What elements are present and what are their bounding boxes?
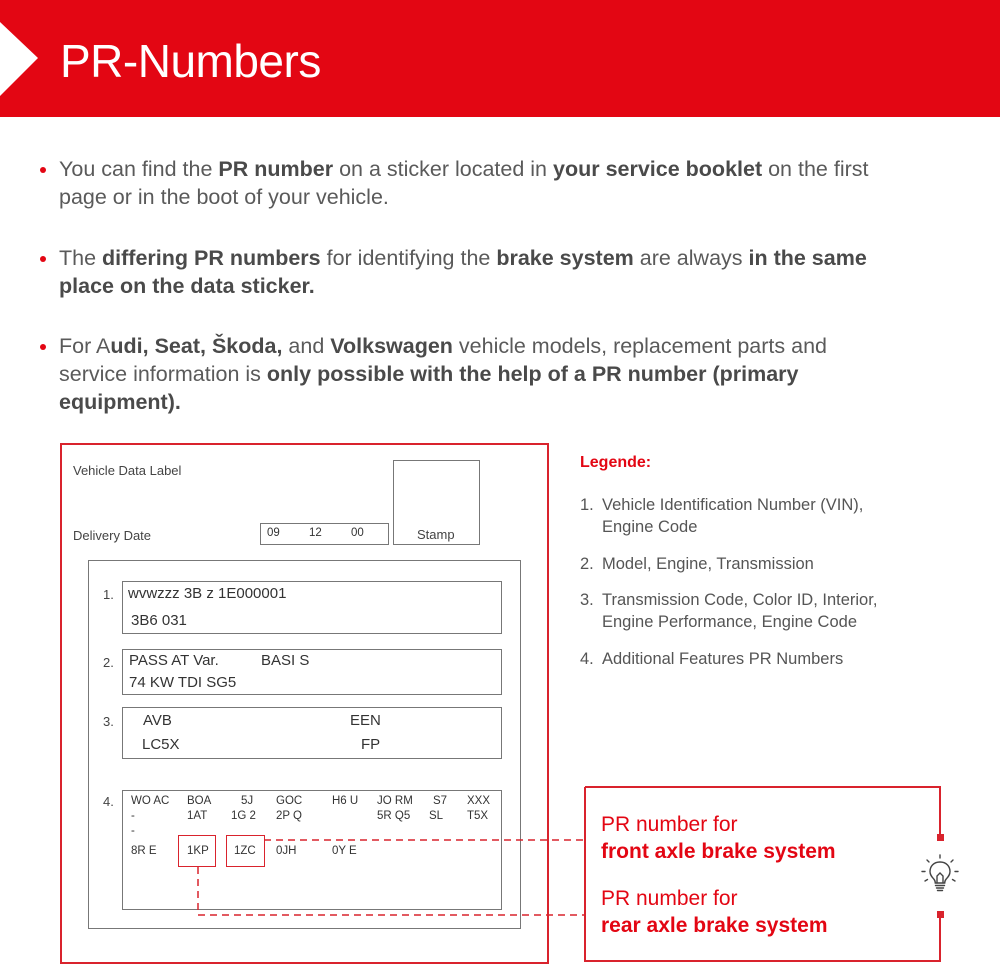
stamp-label: Stamp	[417, 527, 455, 542]
row-number: 3.	[103, 714, 114, 729]
row-number: 1.	[103, 587, 114, 602]
date-day: 09	[267, 527, 280, 539]
pr-code: 5R Q5	[377, 810, 411, 822]
pr-code: 0JH	[276, 845, 297, 857]
rear-axle-caption: PR number for	[601, 887, 738, 910]
pr-code: JO RM	[377, 795, 413, 807]
front-axle-caption: PR number for	[601, 813, 738, 836]
pr-code: S7	[433, 795, 448, 807]
front-axle-title: front axle brake system	[601, 840, 836, 863]
legend-item: 2.	[580, 555, 594, 573]
legend-item-text: Additional Features PR Numbers	[602, 650, 844, 668]
pr-code: 5J	[241, 795, 254, 807]
row-number: 4.	[103, 794, 114, 809]
engine-code-value: 3B6 031	[131, 612, 187, 629]
legend-item: 1.	[580, 496, 594, 514]
vin-value: wvwzzz 3B z 1E000001	[128, 585, 287, 602]
pr-code: -	[131, 810, 135, 822]
bullet-item: You can find the PR number on a sticker located in your service booklet on the first page or in the boot of your vehicle.	[40, 155, 868, 211]
pr-code: BOA	[187, 795, 212, 807]
pr-code: 1AT	[187, 810, 208, 822]
bullet-item: The differing PR numbers for identifying the brake system are always in the same place on the data sticker.	[40, 244, 867, 300]
pr-code: GOC	[276, 795, 303, 807]
engine-code-value: EEN	[350, 712, 381, 729]
pr-code: XXX	[467, 795, 491, 807]
transmission-code-value: AVB	[143, 712, 172, 729]
interior-value: FP	[361, 736, 381, 753]
bullet-item: For Audi, Seat, Škoda, and Volkswagen vehicle models, replacement parts and service information is only possible with the help of a PR number (primary equipment).	[40, 332, 827, 416]
color-id-value: LC5X	[142, 736, 180, 753]
row-number: 2.	[103, 655, 114, 670]
pr-code: H6 U	[332, 795, 359, 807]
front-brake-pr-code: 1KP	[187, 845, 209, 857]
pr-code: WO AC	[131, 795, 170, 807]
engine-transmission-value: 74 KW TDI SG5	[129, 674, 237, 691]
rear-brake-pr-code: 1ZC	[234, 845, 256, 857]
model-value: PASS AT Var.	[129, 652, 219, 669]
model-trim-value: BASI S	[261, 652, 310, 669]
pr-code: 8R E	[131, 845, 157, 857]
lightbulb-icon	[918, 852, 962, 896]
legend-item-text: Transmission Code, Color ID, Interior, Engine Performance, Engine Code	[602, 591, 878, 631]
legend-title: Legende:	[580, 454, 652, 471]
pr-code: T5X	[467, 810, 489, 822]
delivery-date-label: Delivery Date	[73, 528, 152, 543]
pr-code: 0Y E	[332, 845, 357, 857]
legend-item: 4.	[580, 650, 594, 668]
legend-item-text: Vehicle Identification Number (VIN), Engine Code	[602, 496, 864, 536]
pr-code: 1G 2	[231, 810, 256, 822]
pr-code: -	[131, 825, 135, 837]
legend-item: 3.	[580, 591, 594, 609]
pr-code: SL	[429, 810, 444, 822]
pr-code: 2P Q	[276, 810, 302, 822]
date-year: 00	[351, 527, 364, 539]
legend-item-text: Model, Engine, Transmission	[602, 555, 814, 573]
page-title: PR-Numbers	[60, 35, 321, 87]
rear-axle-title: rear axle brake system	[601, 914, 828, 937]
date-month: 12	[309, 527, 322, 539]
label-title: Vehicle Data Label	[73, 463, 182, 478]
